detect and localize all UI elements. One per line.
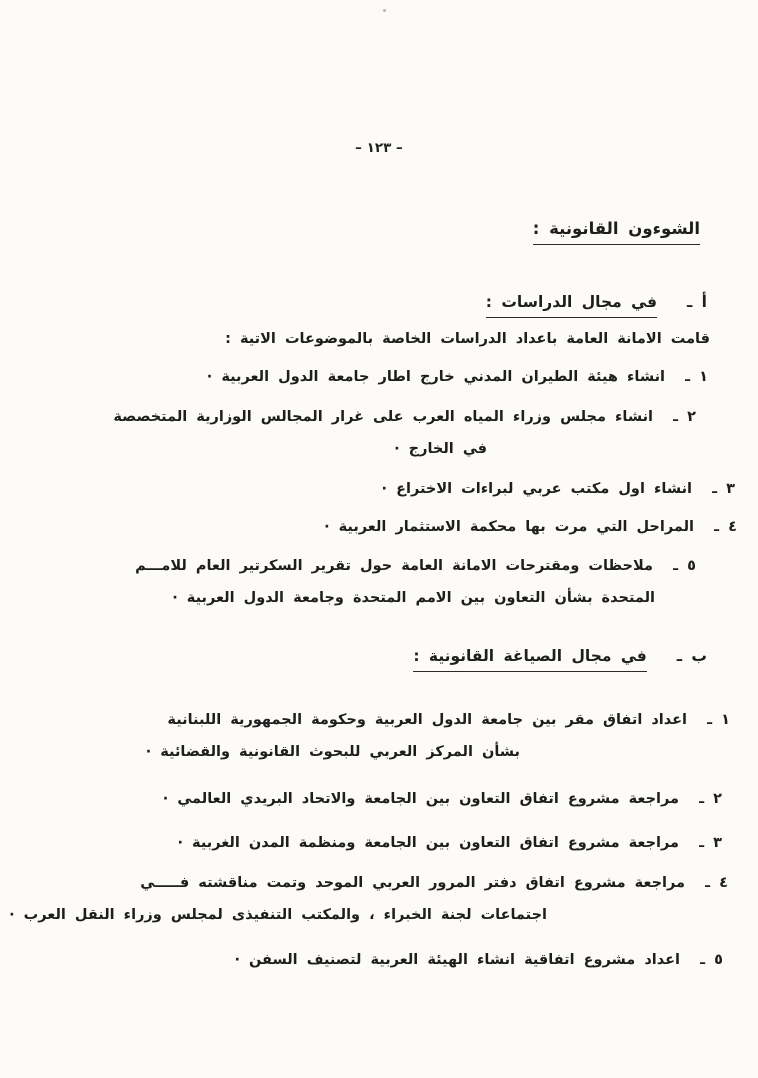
- item-number: ٥ ـ: [700, 952, 723, 968]
- item-text: اعداد مشروع اتفاقية انشاء الهيئة العربية لتصنيف السفن ·: [234, 952, 680, 968]
- section-a-intro: قامت الامانة العامة باعداد الدراسات الخاصة بالموضوعات الاتية :: [225, 331, 710, 347]
- scan-speck: [383, 9, 386, 12]
- item-number: ٣ ـ: [712, 481, 735, 497]
- item-number: ٤ ـ: [705, 875, 728, 891]
- document-title: الشوءون القانونية :: [533, 219, 700, 245]
- item-number: ١ ـ: [707, 712, 730, 728]
- list-item-continuation: في الخارج ·: [394, 441, 487, 457]
- item-number: ٢ ـ: [673, 409, 696, 425]
- section-a-heading: في مجال الدراسات :: [486, 293, 657, 318]
- list-item: [167, 712, 730, 728]
- list-item-continuation: المتحدة بشأن التعاون بين الامم المتحدة وجامعة الدول العربية ·: [172, 590, 655, 606]
- list-item: [140, 875, 728, 891]
- item-text: مراجعة مشروع اتفاق التعاون بين الجامعة ومنظمة المدن الغربية ·: [177, 835, 679, 851]
- list-item: [113, 409, 696, 425]
- section-b-heading-row: [413, 647, 707, 672]
- item-text: انشاء مجلس وزراء المياه العرب على غرار المجالس الوزارية المتخصصة: [113, 409, 653, 425]
- item-text: انشاء هيئة الطيران المدني خارج اطار جامعة الدول العربية ·: [206, 369, 665, 385]
- item-number: ٣ ـ: [699, 835, 722, 851]
- section-a-marker: أ ـ: [686, 293, 707, 311]
- list-item: [382, 481, 735, 497]
- list-item: [177, 835, 722, 851]
- list-item: [207, 369, 708, 385]
- item-text: انشاء اول مكتب عربي لبراءات الاختراع ·: [381, 481, 692, 497]
- list-item: [234, 952, 723, 968]
- section-b-marker: ب ـ: [676, 647, 707, 665]
- section-b-heading: في مجال الصياغة القانونية :: [413, 647, 646, 672]
- item-text: مراجعة مشروع اتفاق دفتر المرور العربي الموحد وتمت مناقشته فـــــي: [140, 875, 685, 891]
- list-item-continuation: بشأن المركز العربي للبحوث القانونية والقضائية ·: [145, 744, 520, 760]
- item-number: ٥ ـ: [673, 558, 696, 574]
- item-number: ٤ ـ: [714, 519, 737, 535]
- item-text: مراجعة مشروع اتفاق التعاون بين الجامعة والاتحاد البريدي العالمي ·: [162, 791, 679, 807]
- list-item: [324, 519, 737, 535]
- list-item: [135, 558, 696, 574]
- page-number: – ١٢٣ –: [355, 140, 403, 156]
- item-text: المراحل التي مرت بها محكمة الاستثمار العربية ·: [324, 519, 694, 535]
- list-item-continuation: اجتماعات لجنة الخبراء ، والمكتب التنفيذى لمجلس وزراء النقل العرب ·: [9, 907, 547, 923]
- item-text: ملاحظات ومقترحات الامانة العامة حول تقرير السكرتير العام للامـــم: [135, 558, 653, 574]
- section-a-heading-row: [486, 293, 707, 318]
- item-number: ١ ـ: [685, 369, 708, 385]
- item-number: ٢ ـ: [699, 791, 722, 807]
- item-text: اعداد اتفاق مقر بين جامعة الدول العربية وحكومة الجمهورية اللبنانية: [167, 712, 687, 728]
- list-item: [163, 791, 722, 807]
